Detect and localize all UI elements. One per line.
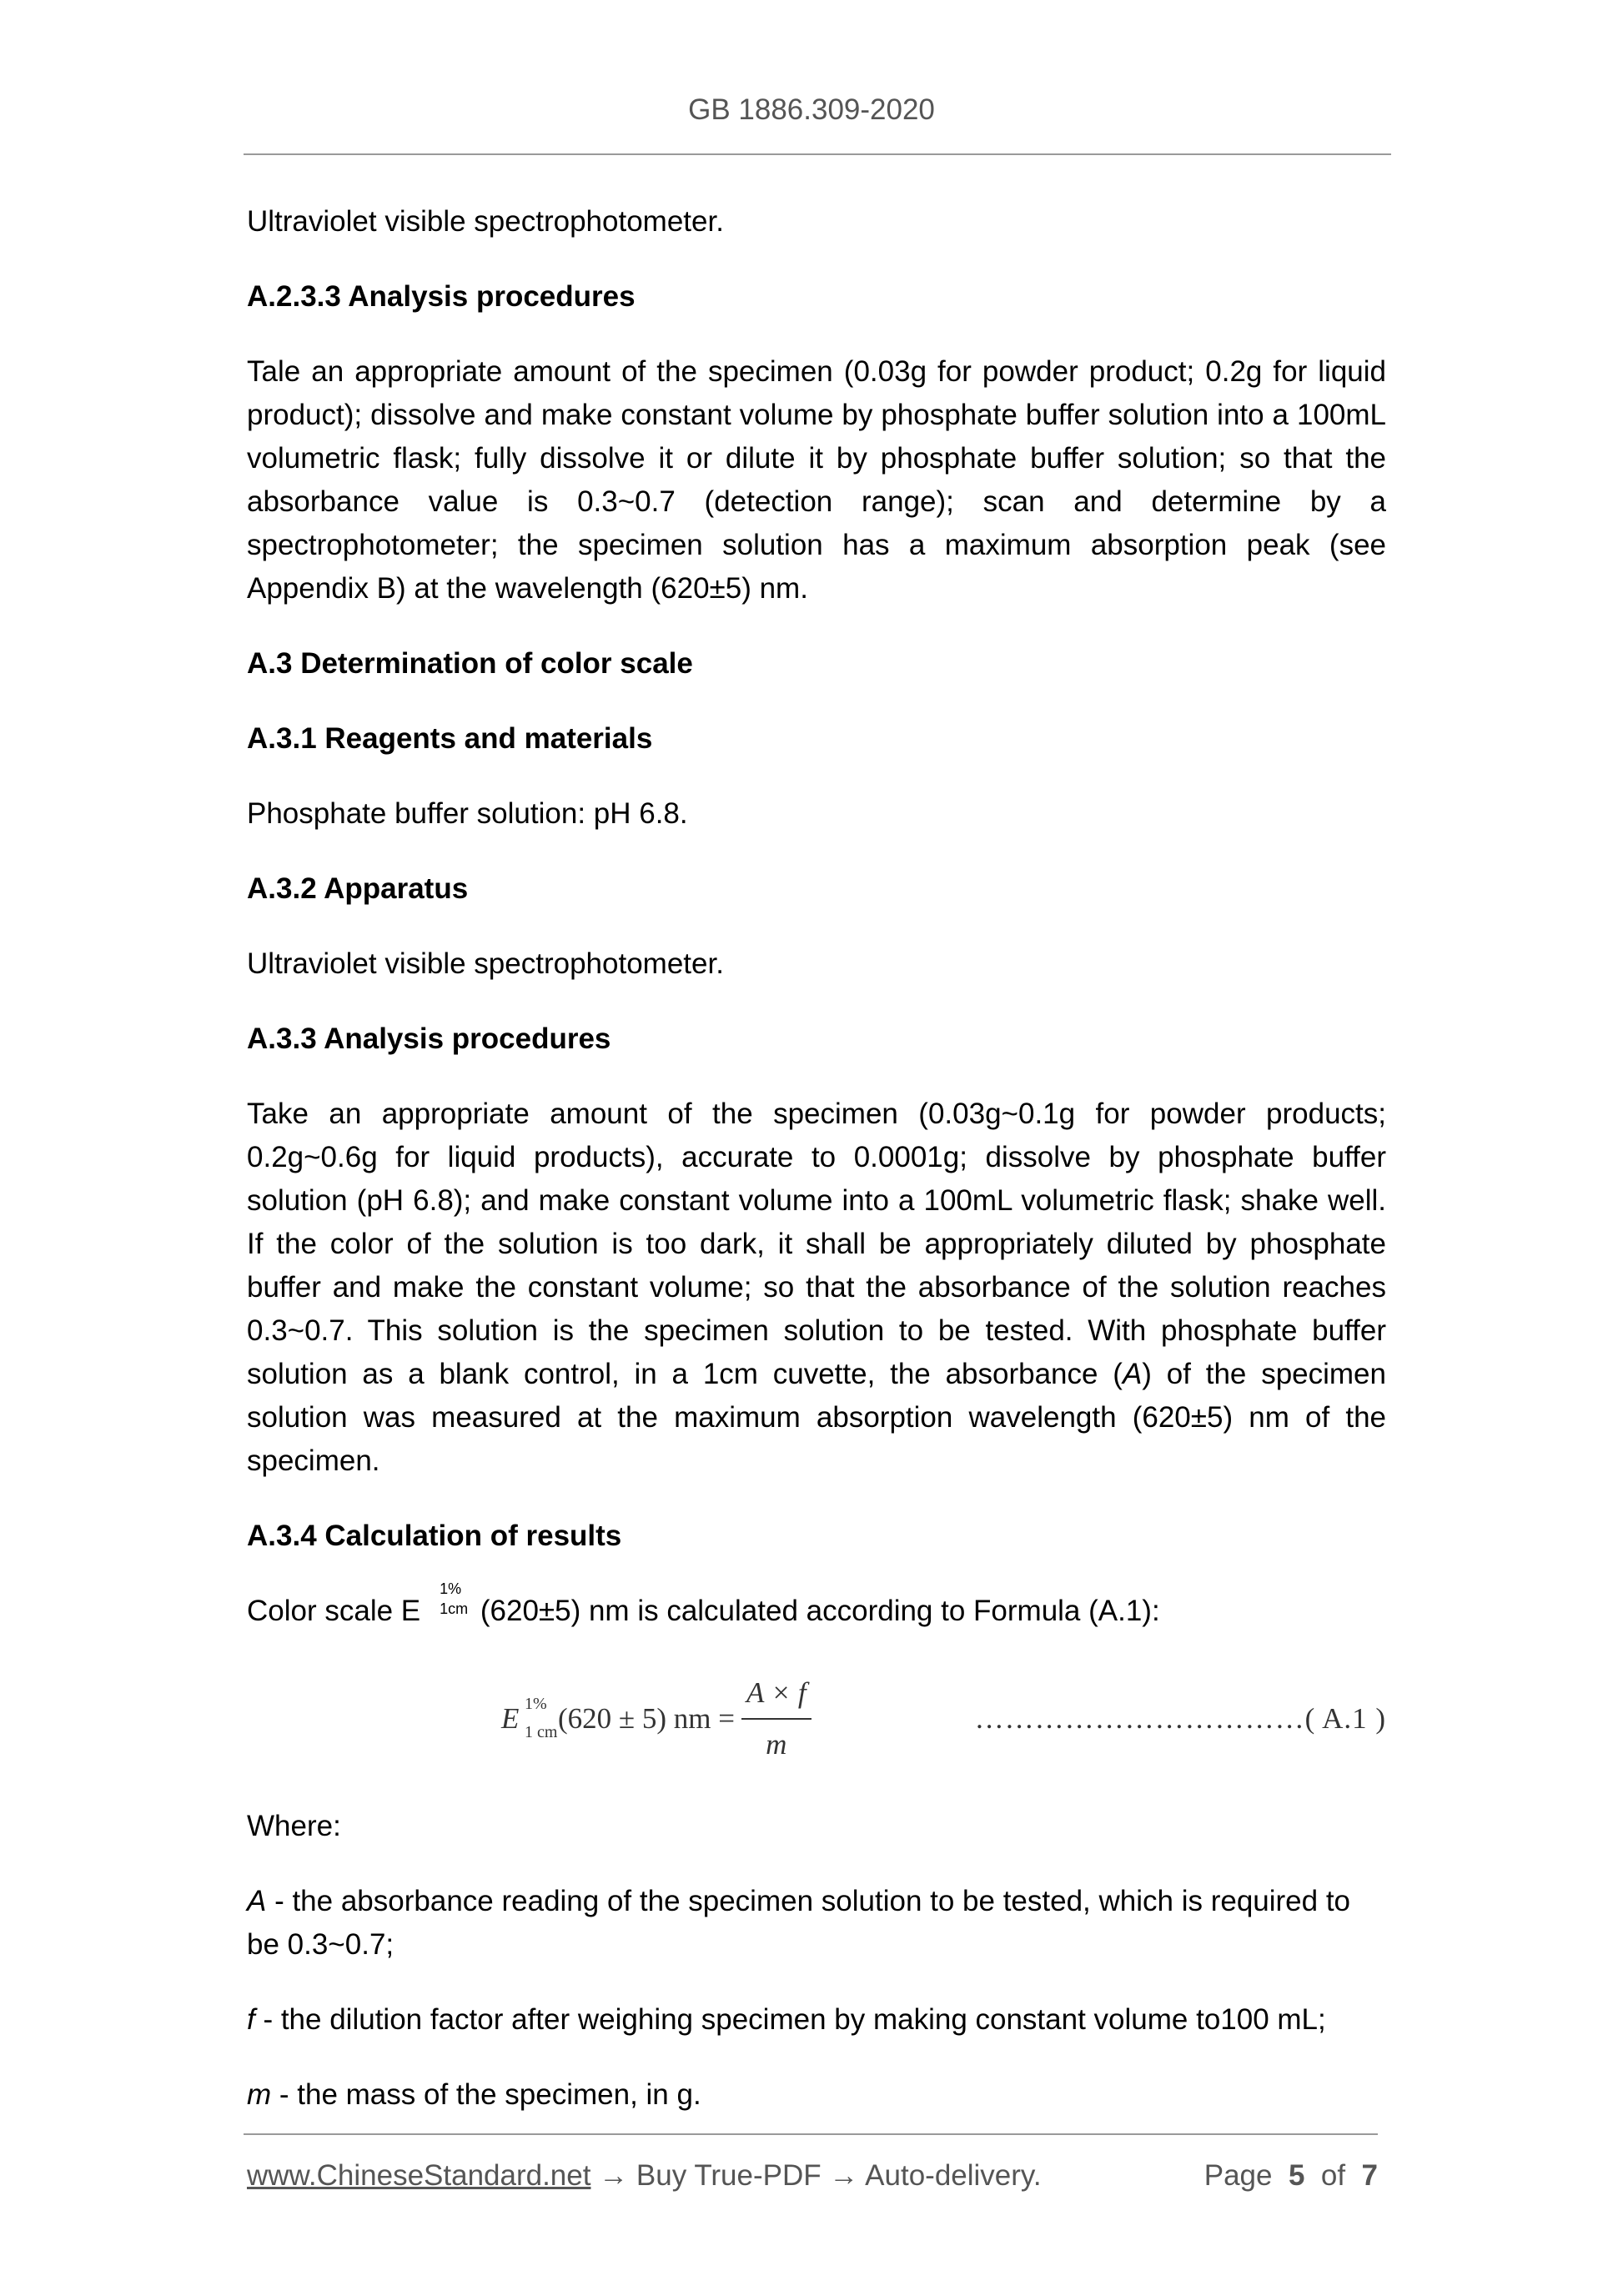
paragraph-a-3-3-part-1: Take an appropriate amount of the specimen (0.03g~0.1g for powder products; 0.2g~0.6g for liquid products), accurate to 0.0001g; dissolve by phosphate buffer solution (pH 6.8); and make constant volume into a 100mL volumetric flask; shake well. If the color of the solution is too dark, it shall be appropriately diluted by phosphate buffer and make the constant volume; so that the absorbance of the solution reaches 0.3~0.7. This solution is the specimen solution to be tested. With phosphate buffer solution as a blank control, in a 1cm cuvette, the absorbance ( — [247, 1098, 1386, 1390]
footer — [247, 2156, 1378, 2196]
definition-f-text: - the dilution factor after weighing specimen by making constant volume to100 mL; — [254, 2003, 1326, 2036]
page-number: 5 — [1288, 2159, 1305, 2192]
color-scale-sup: 1% — [440, 1580, 462, 1597]
formula-sup: 1% — [525, 1695, 547, 1713]
header-title: GB 1886.309-2020 — [688, 93, 935, 126]
footer-website-link[interactable]: www.ChineseStandard.net — [247, 2159, 591, 2192]
heading-a-2-3-3: A.2.3.3 Analysis procedures — [247, 280, 636, 313]
color-scale-text: Color scale E — [247, 1595, 421, 1627]
paragraph-a-3-2: Ultraviolet visible spectrophotometer. — [247, 947, 724, 980]
heading-a-3-3: A.3.3 Analysis procedures — [247, 1022, 611, 1055]
paragraph-a-3-3 — [247, 1093, 1386, 1483]
heading-a-3-4: A.3.4 Calculation of results — [247, 1520, 622, 1552]
heading-a-3: A.3 Determination of color scale — [247, 647, 693, 680]
definition-a-text: - the absorbance reading of the specimen solution to be tested, which is required to be 0.3~0.7; — [247, 1885, 1351, 1961]
formula-symbol: E 1% 1 cm — [501, 1697, 558, 1741]
formula-numerator: A × f — [741, 1671, 812, 1720]
paragraph-a-3-4 — [247, 1580, 1386, 1633]
paragraph-a-3-3-part-2: ) of the specimen solution was measured at the maximum absorption wavelength (620±5) nm of the specimen. — [247, 1358, 1386, 1477]
definition-m-var: m — [247, 2078, 272, 2111]
of-label: of — [1320, 2159, 1346, 2192]
heading-a-3-1: A.3.1 Reagents and materials — [247, 722, 653, 755]
header-divider — [244, 153, 1391, 155]
formula-sub: 1 cm — [525, 1723, 558, 1741]
color-scale-notation — [420, 1580, 472, 1633]
color-scale-rest: (620±5) nm is calculated according to Formula (A.1): — [472, 1595, 1160, 1627]
paragraph-apparatus: Ultraviolet visible spectrophotometer. — [247, 205, 724, 238]
footer-tagline: → Buy True-PDF → Auto-delivery. — [590, 2159, 1042, 2192]
where-label: Where: — [247, 1810, 341, 1842]
formula-expression — [501, 1665, 812, 1773]
paragraph-a-3-1: Phosphate buffer solution: pH 6.8. — [247, 797, 688, 830]
page-label: Page — [1203, 2159, 1273, 2192]
footer-divider — [244, 2133, 1378, 2135]
formula-reference: ……………………………( A.1 ) — [974, 1702, 1386, 1735]
document-body — [247, 200, 1386, 2148]
page-indicator — [1204, 2156, 1378, 2196]
formula-lhs: (620 ± 5) nm = — [558, 1702, 735, 1735]
color-scale-sub: 1cm — [440, 1600, 469, 1617]
definition-m — [247, 2073, 1386, 2117]
definition-a-var: A — [247, 1885, 267, 1917]
variable-a: A — [1122, 1358, 1143, 1390]
heading-a-3-2: A.3.2 Apparatus — [247, 872, 469, 905]
paragraph-a-2-3-3: Tale an appropriate amount of the specimen (0.03g for powder product; 0.2g for liquid product); dissolve and make constant volume by phosphate buffer solution into a 100mL volumetric flask; fully dissolve it or dilute it by phosphate buffer solution; so that the absorbance value is 0.3~0.7 (detection range); scan and determine by a spectrophotometer; the specimen solution has a maximum absorption peak (see Appendix B) at the wavelength (620±5) nm. — [247, 355, 1386, 605]
definition-a — [247, 1880, 1386, 1967]
formula-denominator: m — [766, 1728, 787, 1761]
definition-m-text: - the mass of the specimen, in g. — [271, 2078, 701, 2111]
formula-fraction — [741, 1671, 812, 1766]
formula-a-1 — [247, 1665, 1386, 1773]
page-total: 7 — [1361, 2159, 1378, 2192]
definition-f — [247, 1998, 1386, 2042]
definition-f-var: f — [247, 2003, 255, 2036]
